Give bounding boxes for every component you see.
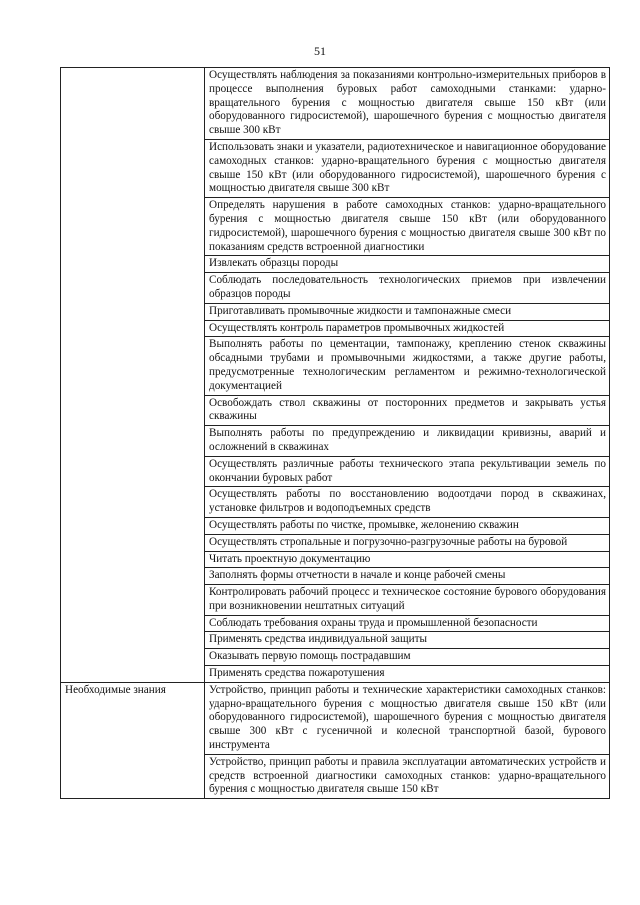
skill-item: Выполнять работы по предупреждению и ликвидации кривизны, аварий и осложнений в скважинах bbox=[205, 426, 610, 457]
knowledge-label: Необходимые знания bbox=[61, 682, 205, 798]
skill-item: Приготавливать промывочные жидкости и тампонажные смеси bbox=[205, 303, 610, 320]
skill-row bbox=[61, 68, 610, 140]
knowledge-item: Устройство, принцип работы и технические характеристики самоходных станков: ударно-вращательного бурения с мощностью двигателя свыше 150 кВт (или оборудованного гидросистемой), шарошечного бурения с мощностью двигателя свыше 300 кВт с гусеничной и колесной транспортной базой, бурового инструмента bbox=[205, 682, 610, 754]
skill-item: Контролировать рабочий процесс и техническое состояние бурового оборудования при возникновении нештатных ситуаций bbox=[205, 585, 610, 616]
skill-item: Применять средства индивидуальной защиты bbox=[205, 632, 610, 649]
skill-item: Извлекать образцы породы bbox=[205, 256, 610, 273]
requirements-table-body bbox=[61, 68, 610, 799]
knowledge-item: Устройство, принцип работы и правила эксплуатации автоматических устройств и средств встроенной диагностики самоходных станков: ударно-вращательного бурения с мощностью двигателя свыше 150 кВт bbox=[205, 754, 610, 798]
skill-item: Соблюдать требования охраны труда и промышленной безопасности bbox=[205, 615, 610, 632]
skill-item: Использовать знаки и указатели, радиотехническое и навигационное оборудование самоходных станков: ударно-вращательного бурения с мощностью двигателя свыше 150 кВт (или оборудованного гидросистемой), шарошечного бурения с мощностью двигателя свыше 300 кВт bbox=[205, 139, 610, 197]
skill-item: Определять нарушения в работе самоходных станков: ударно-вращательного бурения с мощностью двигателя свыше 150 кВт (или оборудованного гидросистемой), шарошечного бурения с мощностью двигателя свыше 300 кВт по показаниям средств встроенной диагностики bbox=[205, 198, 610, 256]
skill-item: Осуществлять работы по чистке, промывке, желонению скважин bbox=[205, 517, 610, 534]
skills-label-cell bbox=[61, 68, 205, 683]
skill-item: Освобождать ствол скважины от посторонних предметов и закрывать устья скважины bbox=[205, 395, 610, 426]
skill-item: Оказывать первую помощь пострадавшим bbox=[205, 649, 610, 666]
skill-item: Заполнять формы отчетности в начале и конце рабочей смены bbox=[205, 568, 610, 585]
requirements-table bbox=[60, 67, 610, 799]
skill-item: Осуществлять наблюдения за показаниями контрольно-измерительных приборов в процессе выполнения буровых работ самоходными станками: ударно-вращательного бурения с мощностью двигателя свыше 150 кВт (или оборудованного гидросистемой), шарошечного бурения с мощностью двигателя свыше 300 кВт bbox=[205, 68, 610, 140]
skill-item: Соблюдать последовательность технологических приемов при извлечении образцов породы bbox=[205, 273, 610, 304]
skill-item: Осуществлять различные работы технического этапа рекультивации земель по окончании буровых работ bbox=[205, 456, 610, 487]
skill-item: Читать проектную документацию bbox=[205, 551, 610, 568]
skill-item: Осуществлять стропальные и погрузочно-разгрузочные работы на буровой bbox=[205, 534, 610, 551]
skill-item: Осуществлять работы по восстановлению водоотдачи пород в скважинах, установке фильтров и водоподъемных средств bbox=[205, 487, 610, 518]
page-number: 51 bbox=[314, 44, 326, 58]
skill-item: Выполнять работы по цементации, тампонажу, креплению стенок скважины обсадными трубами и промывочными жидкостями, а также другие работы, предусмотренные технологическим регламентом и режимно-технологической документацией bbox=[205, 337, 610, 395]
skill-item: Применять средства пожаротушения bbox=[205, 666, 610, 683]
skill-item: Осуществлять контроль параметров промывочных жидкостей bbox=[205, 320, 610, 337]
knowledge-row bbox=[61, 682, 610, 754]
